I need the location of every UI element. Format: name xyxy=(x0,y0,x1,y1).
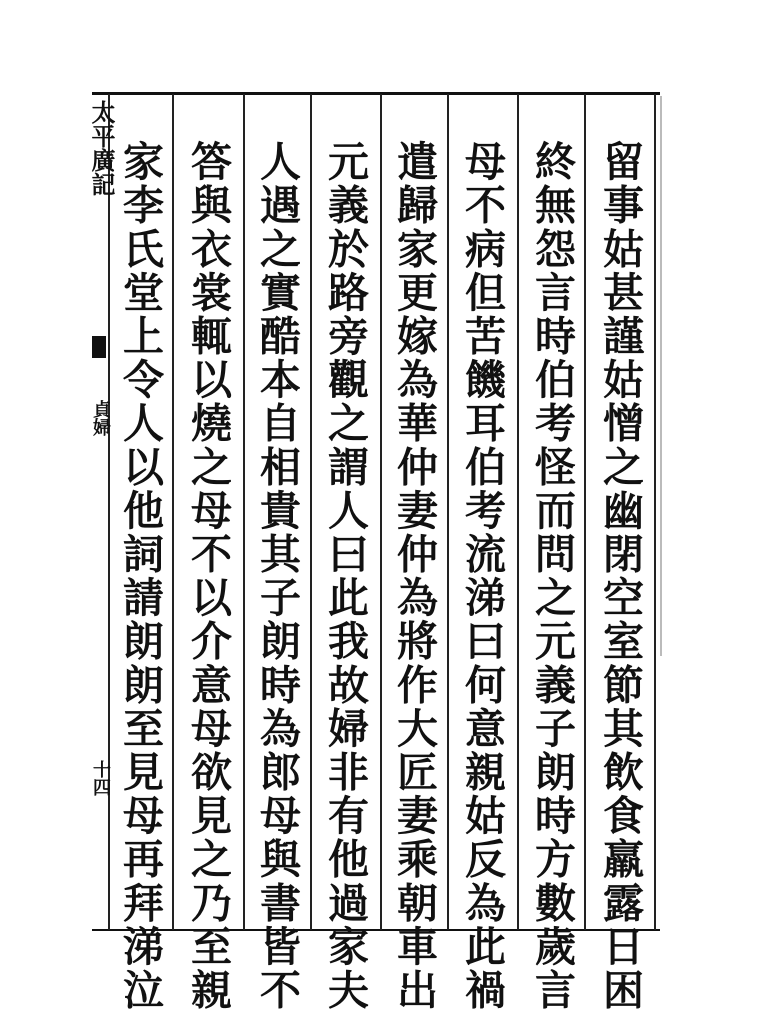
text-column-8: 家李氏堂上令人以他詞請朗朗至見母再拜涕泣 xyxy=(116,140,164,1012)
page-number: 十四 xyxy=(90,760,111,796)
text-column-2: 終無怨言時伯考怪而問之元義子朗時方數歲言 xyxy=(528,140,576,1012)
text-column-3: 母不病但苦饑耳伯考流涕曰何意親姑反為此禍 xyxy=(458,140,506,1012)
text-column-7: 答與衣裳輒以燒之母不以介意母欲見之乃至親 xyxy=(184,140,232,1012)
column-rule xyxy=(380,94,382,930)
fishtail-mark xyxy=(92,336,106,358)
column-rule xyxy=(243,94,245,930)
column-rule xyxy=(654,94,656,930)
top-border xyxy=(92,92,660,95)
column-rule xyxy=(172,94,174,930)
text-column-1: 留事姑甚謹姑憎之幽閉空室節其飲食羸露日困 xyxy=(596,140,644,1012)
text-column-5: 元義於路旁觀之謂人曰此我故婦非有他過家夫 xyxy=(321,140,369,1012)
text-column-6: 人遇之實酷本自相貴其子朗時為郎母與書皆不 xyxy=(253,140,301,1012)
column-rule xyxy=(447,94,449,930)
text-column-4: 遣歸家更嫁為華仲妻仲為將作大匠妻乘朝車出 xyxy=(390,140,438,1012)
column-rule xyxy=(310,94,312,930)
column-rule xyxy=(584,94,586,930)
page-edge xyxy=(660,96,662,656)
column-rule xyxy=(517,94,519,930)
section-title: 貞婦 xyxy=(90,400,111,436)
book-title: 太平廣記 xyxy=(87,100,116,196)
